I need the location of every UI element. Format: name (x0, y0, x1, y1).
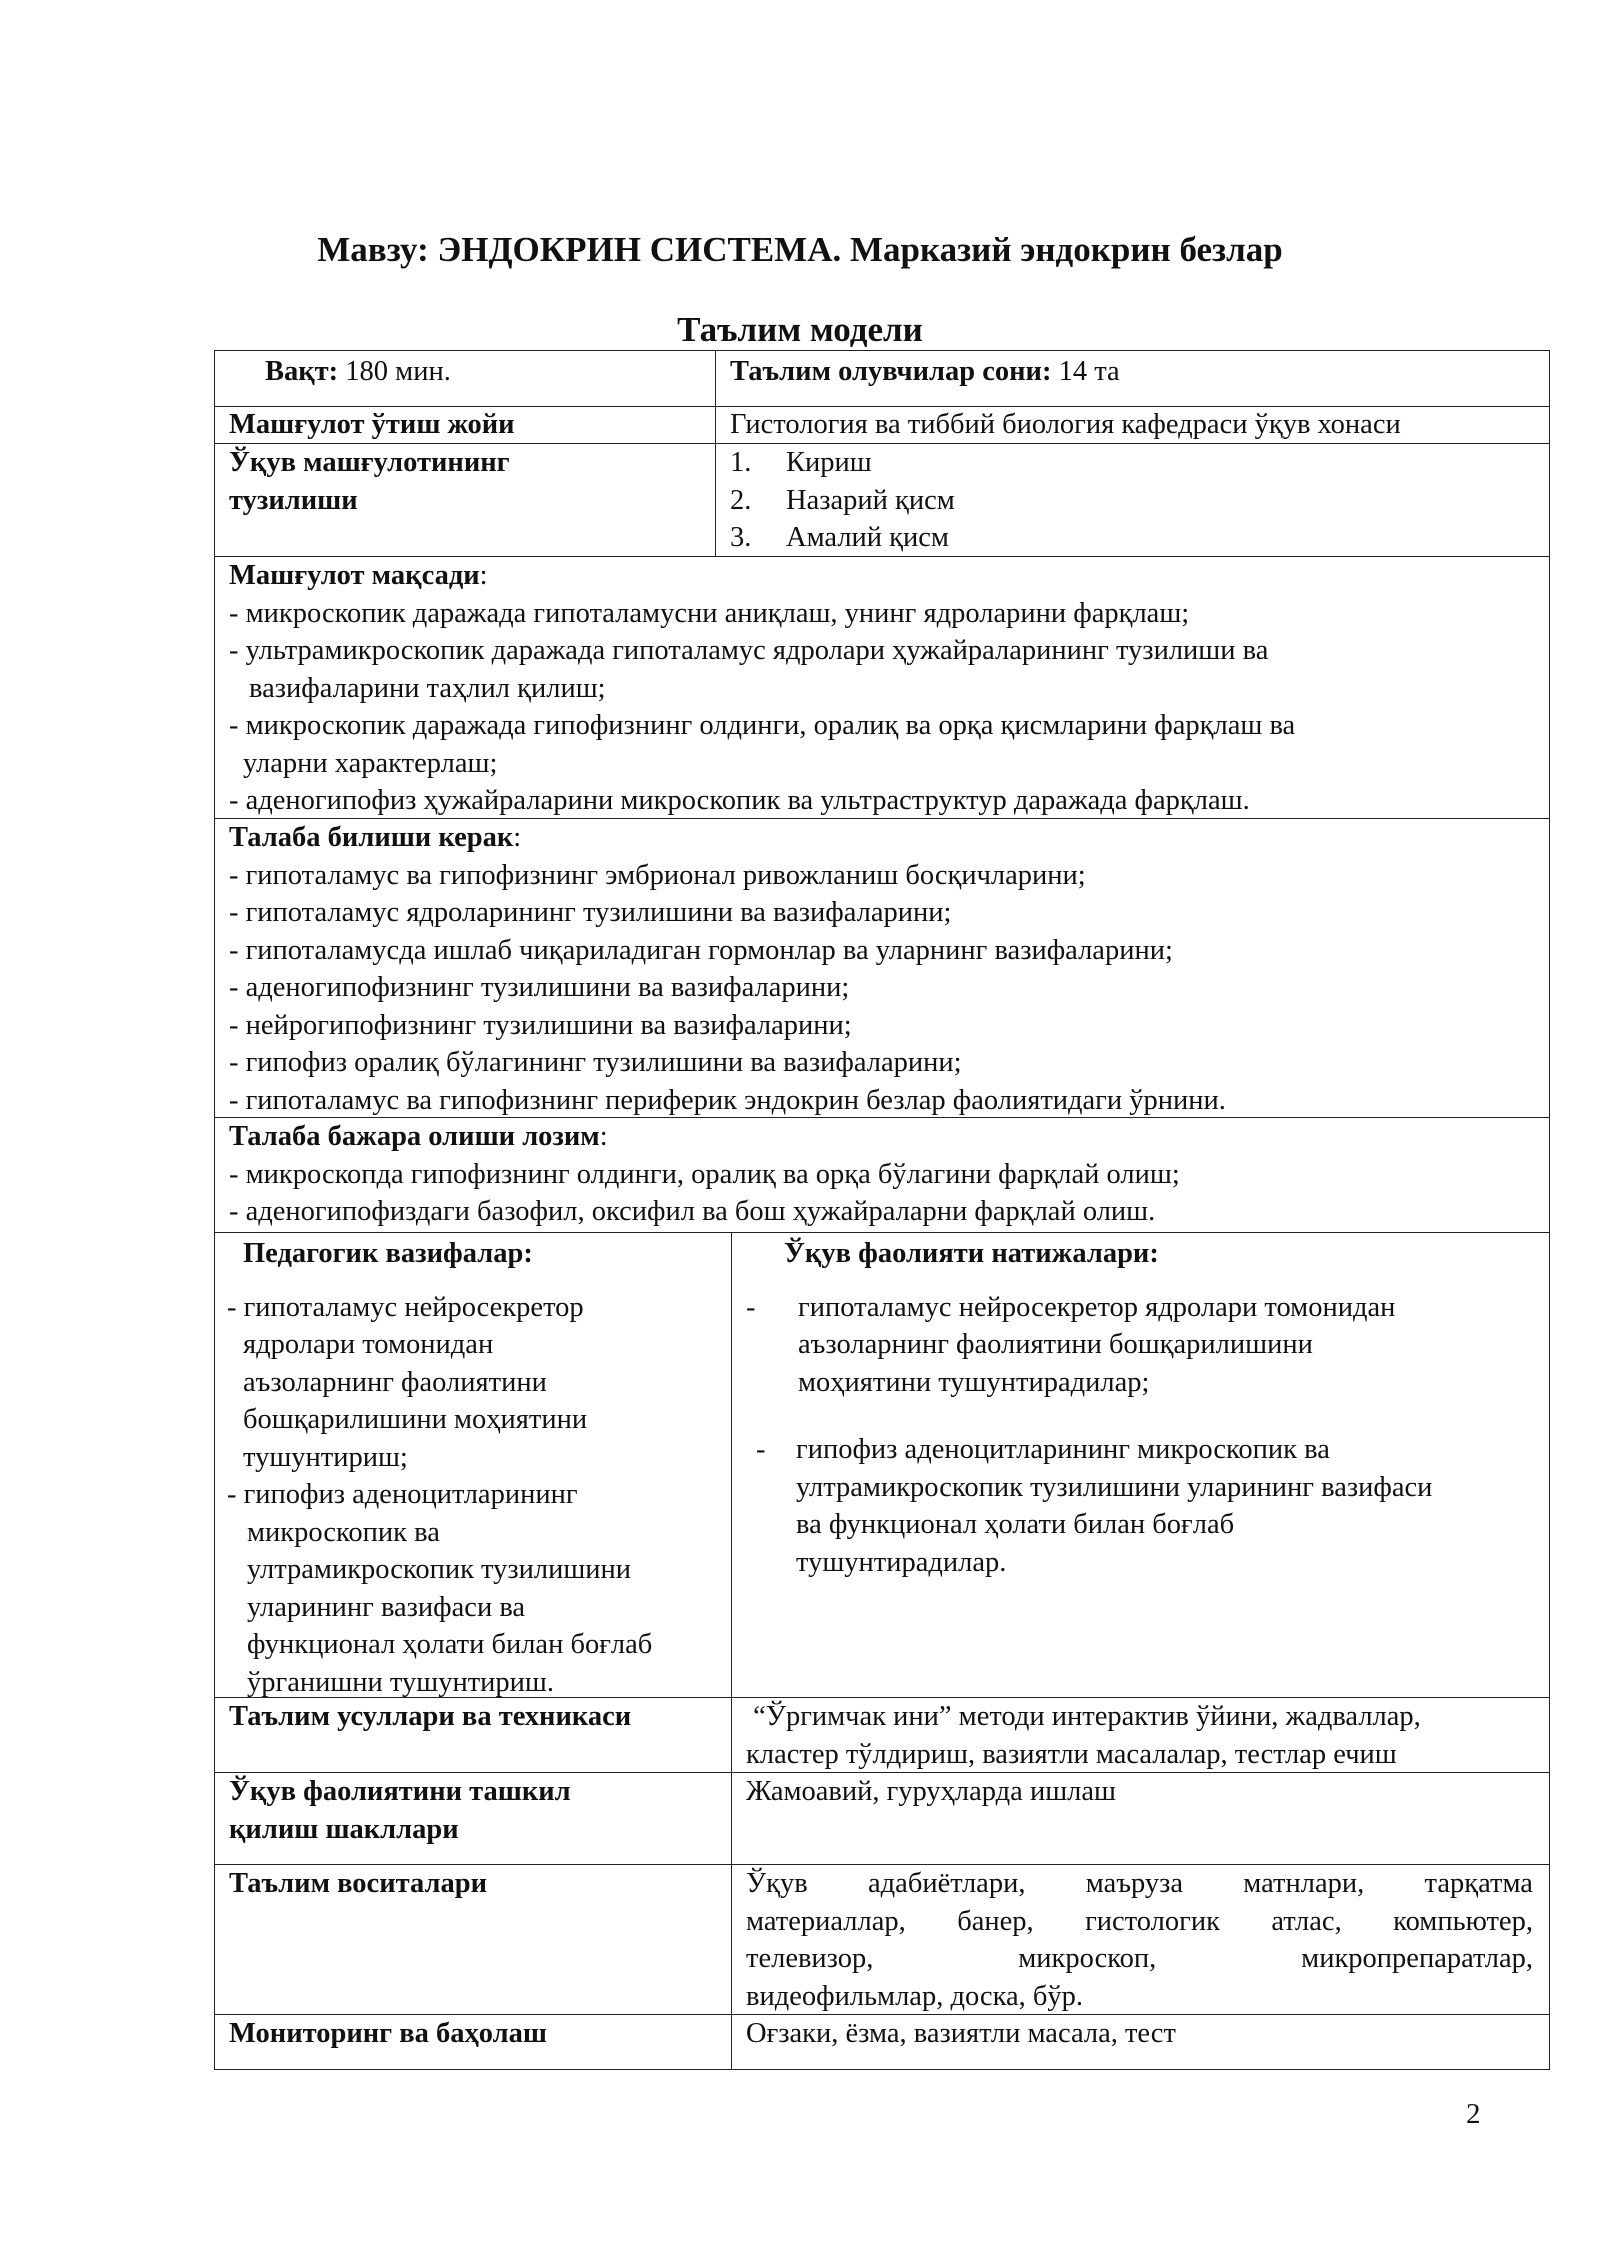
monitor-label: Мониторинг ва баҳолаш (229, 2018, 547, 2049)
goal-line: - ультрамикроскопик даражада гипоталамус ядролари ҳужайраларининг тузилиши ва (229, 635, 1269, 666)
know-line: - гипоталамус ва гипофизнинг эмбрионал ривожланиш босқичларини; (229, 859, 1086, 891)
structure-label: Ўқув машғулотининг тузилиши (229, 447, 510, 516)
results-cell (731, 1233, 1549, 1697)
goal-line: вазифаларини таҳлил қилиш; (249, 672, 606, 704)
ped-line: аъзоларнинг фаолиятини (243, 1366, 547, 1398)
know-line: - гипофиз оралиқ бўлагининг тузилишини ва вазифаларини; (229, 1047, 962, 1078)
place-value: Гистология ва тиббий биология кафедраси ўқув хонаси (715, 407, 1549, 443)
goal-line: - микроскопик даражада гипофизнинг олдинги, оралиқ ва орқа қисмларини фарқлаш ва (229, 710, 1296, 741)
forms-label: Ўқув фаолиятини ташкил қилиш шакллари (229, 1776, 571, 1845)
tools-line: видеофильмлар, доска, бўр. (746, 1980, 1084, 2012)
ped-label: Педагогик вазифалар: (243, 1238, 533, 1269)
table-row-forms (214, 1772, 1550, 1864)
ped-line: ядролари томонидан (243, 1329, 494, 1360)
table-row-time (214, 350, 1550, 406)
methods-label: Таълим усуллари ва техникаси (229, 1701, 632, 1732)
model-title: Таълим модели (677, 310, 923, 349)
table-row-methods (214, 1697, 1550, 1772)
place-label: Машғулот ўтиш жойи (229, 409, 515, 440)
ped-line: микроскопик ва (247, 1516, 440, 1548)
ped-line: тушунтириш; (243, 1441, 408, 1473)
methods-line: “Ўргимчак ини” методи интерактив ўйини, жадваллар, (746, 1701, 1421, 1732)
know-cell: Талаба билиши керак: - гипоталамус ва гипофизнинг эмбрионал ривожланиш босқичларини; - гипоталамус ядроларининг тузилишини ва вазифаларини; - гипоталамусда ишлаб чиқариладиган гормонлар ва уларнинг вазифаларини; - аденогипофизнинг тузилишини ва вазифаларини; - нейрогипофизнинг тузилишини ва вазифаларини; - гипофиз оралиқ бўлагининг тузилишини ва вазифаларини; - гипоталамус ва гипофизнинг периферик эндокрин безлар фаолиятидаги ўрнини. (215, 819, 1551, 1117)
methods-cell (731, 1698, 1549, 1772)
list-item: 2. Назарий қисм (730, 484, 955, 516)
students-cell (715, 351, 1549, 406)
do-cell: Талаба бажара олиши лозим: - микроскопда гипофизнинг олдинги, оралиқ ва орқа бўлагини фарқлай олиш; - аденогипофиздаги базофил, оксифил ва бош ҳужайраларни фарқлай олиш. (215, 1118, 1551, 1232)
students-value: 14 та (1058, 356, 1120, 387)
list-item: 1. Кириш (730, 447, 872, 478)
ped-line: ултрамикроскопик тузилишини (247, 1554, 632, 1585)
time-cell (215, 351, 715, 406)
students-label: Таълим олувчилар сони: (730, 356, 1052, 387)
table-row-tools (214, 1864, 1550, 2014)
table-row-place (214, 406, 1550, 443)
know-line: - нейрогипофизнинг тузилишини ва вазифаларини; (229, 1009, 852, 1041)
methods-line: кластер тўлдириш, вазиятли масалалар, тестлар ечиш (746, 1738, 1397, 1770)
ped-line: уларининг вазифаси ва (247, 1591, 526, 1623)
monitor-value: Оғзаки, ёзма, вазиятли масала, тест (731, 2015, 1549, 2069)
goal-line: - микроскопик даражада гипоталамусни аниқлаш, унинг ядроларини фарқлаш; (229, 597, 1190, 629)
table-row-monitor (214, 2014, 1550, 2070)
structure-list (715, 444, 1549, 556)
know-label: Талаба билиши керак (229, 822, 514, 853)
table-row-do (214, 1117, 1550, 1232)
results-label: Ўқув фаолияти натижалари: (784, 1238, 1159, 1269)
tools-cell (731, 1865, 1549, 2014)
ped-line: - гипофиз аденоцитларининг (227, 1479, 578, 1510)
list-item: 3. Амалий қисм (730, 522, 949, 553)
time-value: 180 мин. (345, 356, 451, 387)
result-line: гипофиз аденоцитларининг микроскопик ва (796, 1434, 1330, 1465)
know-line: - гипоталамусда ишлаб чиқариладиган гормонлар ва уларнинг вазифаларини; (229, 934, 1173, 966)
know-line: - аденогипофизнинг тузилишини ва вазифаларини; (229, 972, 850, 1003)
tools-label: Таълим воситалари (229, 1868, 487, 1899)
goal-line: - аденогипофиз ҳужайраларини микроскопик ва ультраструктур даражада фарқлаш. (229, 785, 1250, 816)
page-title: Мавзу: ЭНДОКРИН СИСТЕМА. Марказий эндокрин безлар (317, 230, 1283, 269)
do-label: Талаба бажара олиши лозим (229, 1121, 600, 1152)
time-label: Вақт: (265, 356, 339, 387)
goal-line: уларни характерлаш; (243, 747, 498, 779)
result-line: аъзоларнинг фаолиятини бошқарилишини (798, 1329, 1313, 1360)
result-line: ултрамикроскопик тузилишини уларининг вазифаси (796, 1471, 1433, 1503)
tools-line: телевизор, микроскоп, микропрепаратлар, (746, 1943, 1533, 1974)
ped-line: - гипоталамус нейросекретор (227, 1291, 584, 1323)
ped-line: функционал ҳолати билан боғлаб (247, 1629, 653, 1660)
table-row-know (214, 818, 1550, 1117)
page-number: 2 (1466, 2098, 1481, 2130)
forms-value: Жамоавий, гуруҳларда ишлаш (731, 1773, 1549, 1864)
table-row-structure (214, 443, 1550, 556)
ped-line: ўрганишни тушунтириш. (247, 1666, 554, 1697)
bullet-dash: - (756, 1434, 766, 1465)
goal-label: Машғулот мақсади (229, 560, 480, 591)
result-line: гипоталамус нейросекретор ядролари томонидан (798, 1291, 1396, 1323)
do-line: - аденогипофиздаги базофил, оксифил ва бош ҳужайраларни фарқлай олиш. (229, 1196, 1156, 1227)
bullet-dash: - (746, 1291, 756, 1323)
result-item (746, 1289, 1549, 1402)
know-line: - гипоталамус ядроларининг тузилишини ва вазифаларини; (229, 897, 952, 928)
ped-tasks-cell (215, 1233, 731, 1697)
do-line: - микроскопда гипофизнинг олдинги, оралиқ ва орқа бўлагини фарқлай олиш; (229, 1158, 1180, 1190)
result-item (746, 1431, 1549, 1581)
result-line: тушунтирадилар. (796, 1546, 1007, 1578)
tools-line: Ўқув адабиётлари, маъруза матнлари, тарқатма (746, 1868, 1533, 1899)
know-line: - гипоталамус ва гипофизнинг периферик эндокрин безлар фаолиятидаги ўрнини. (229, 1084, 1226, 1116)
table-row-tasks (214, 1232, 1550, 1697)
table-row-goals (214, 556, 1550, 818)
result-line: моҳиятини тушунтирадилар; (798, 1366, 1150, 1398)
tools-line: материаллар, банер, гистологик атлас, компьютер, (746, 1905, 1533, 1937)
ped-line: бошқарилишини моҳиятини (243, 1404, 588, 1435)
goals-cell: Машғулот мақсади: - микроскопик даражада гипоталамусни аниқлаш, унинг ядроларини фарқлаш; - ультрамикроскопик даражада гипоталамус ядролари ҳужайраларининг тузилиши ва вазифаларини таҳлил қилиш; - микроскопик даражада гипофизнинг олдинги, оралиқ ва орқа қисмларини фарқлаш ва уларни характерлаш; - аденогипофиз ҳужайраларини микроскопик ва ультраструктур даражада фарқлаш. (215, 557, 1551, 818)
result-line: ва функционал ҳолати билан боғлаб (796, 1509, 1235, 1540)
